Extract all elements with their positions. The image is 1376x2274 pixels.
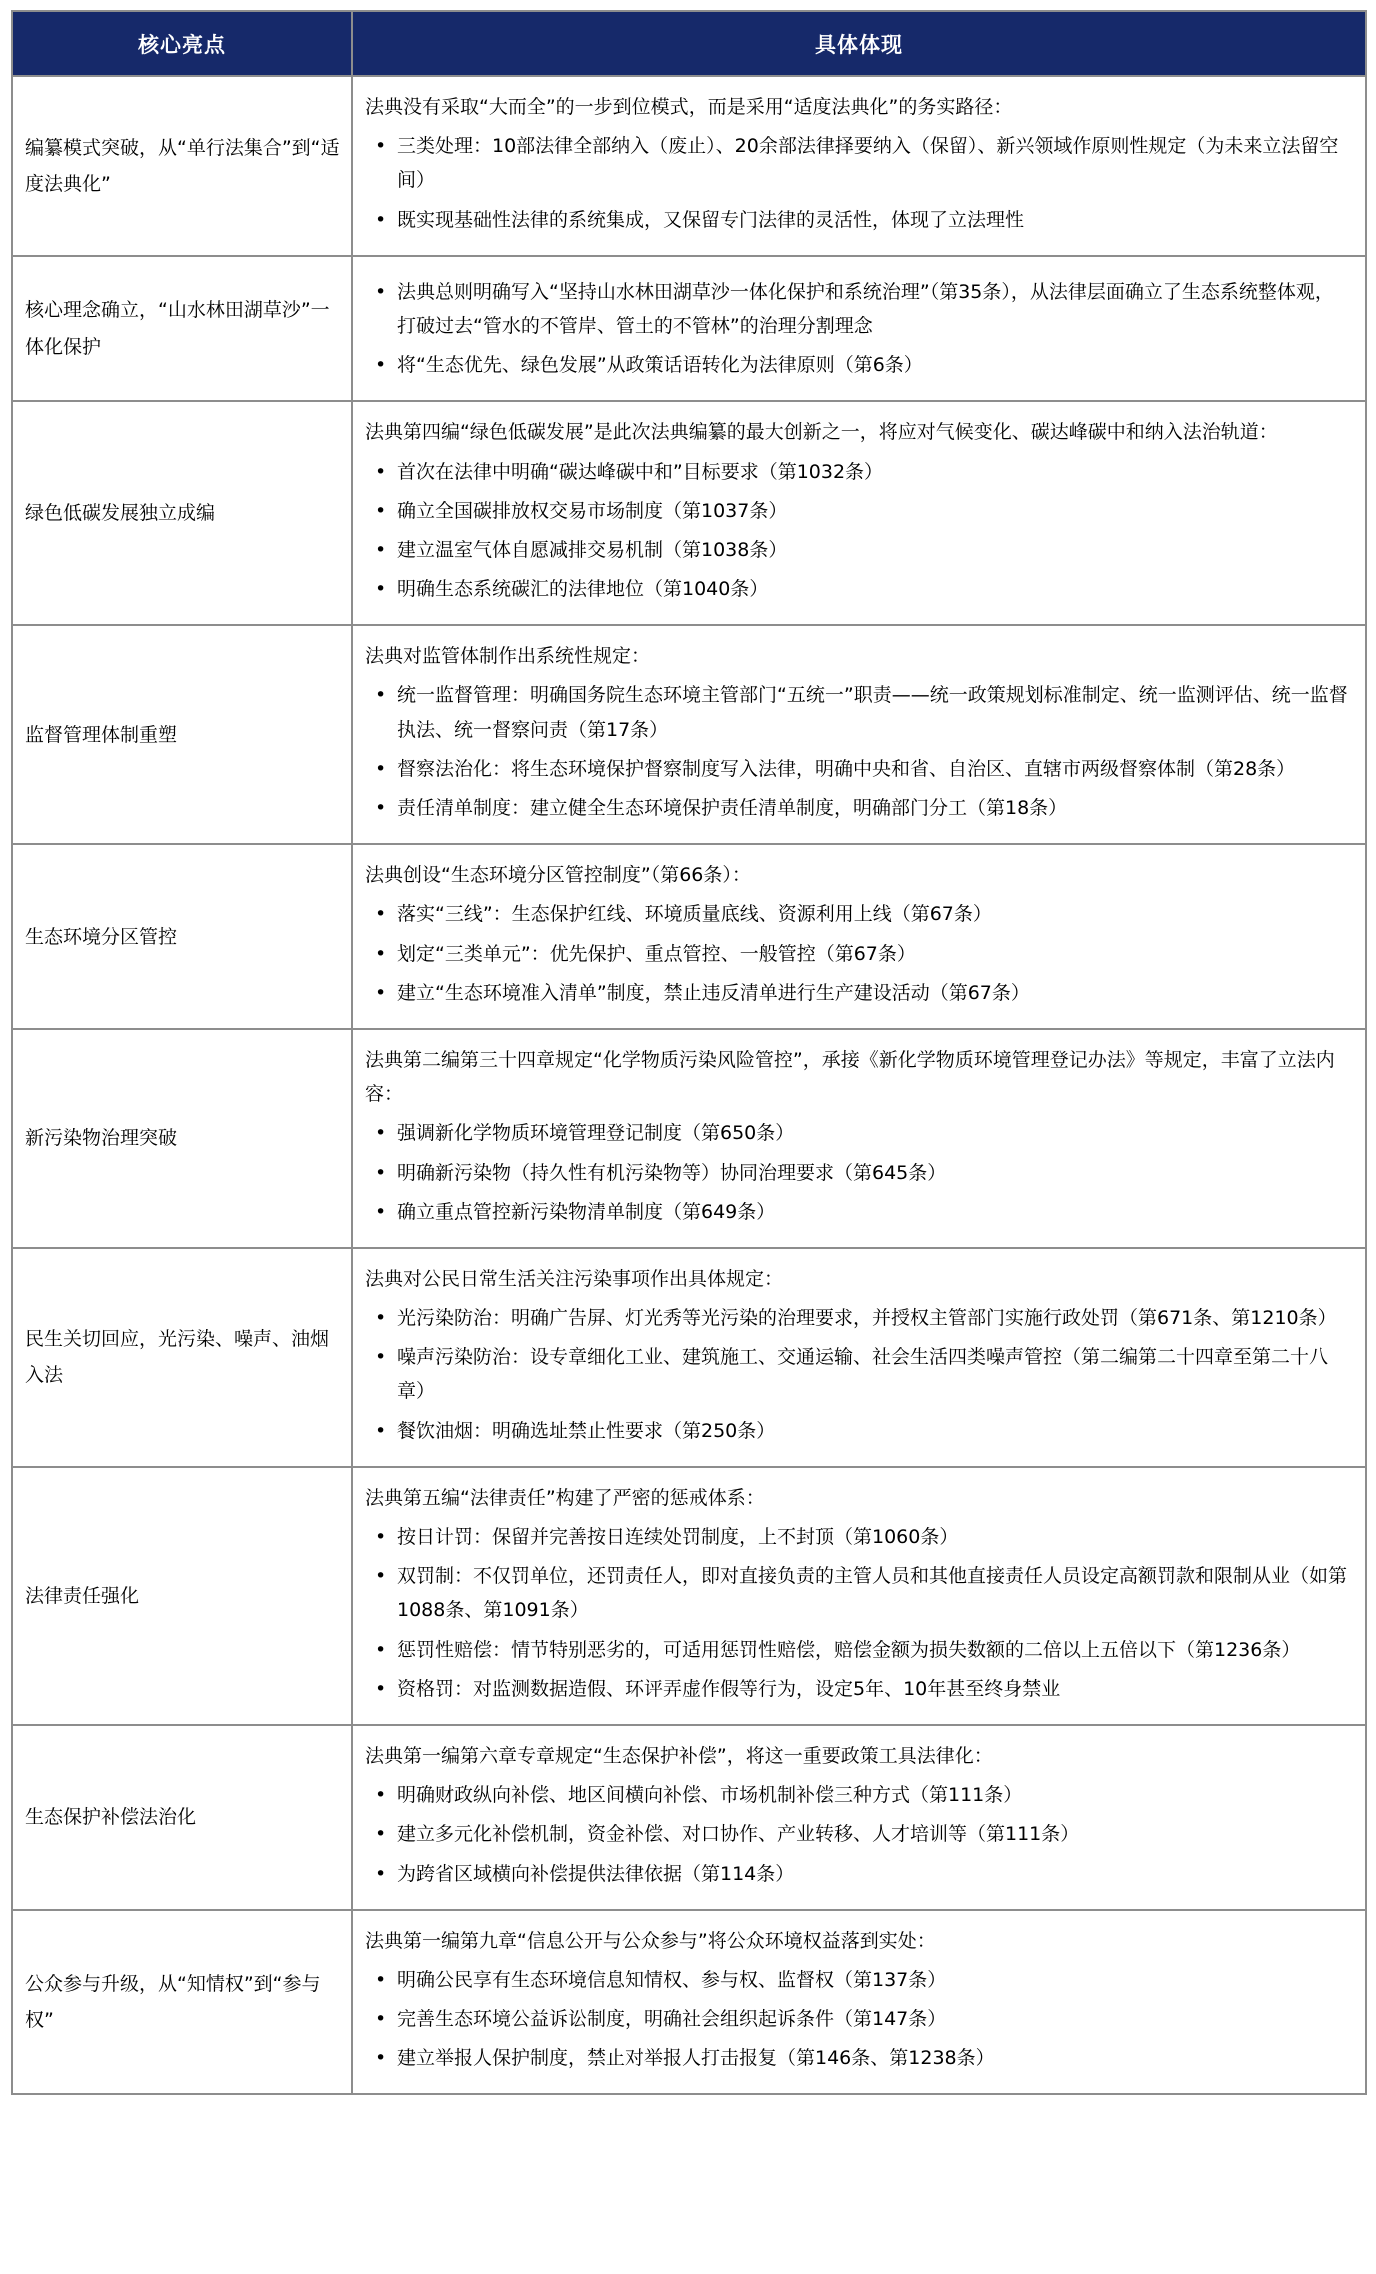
bullet-item: • 噪声污染防治：设专章细化工业、建筑施工、交通运输、社会生活四类噪声管控（第二编第二十四章至第二十八章）: [365, 1340, 1351, 1408]
bullet-item: • 惩罚性赔偿：情节特别恶劣的，可适用惩罚性赔偿，赔偿金额为损失数额的二倍以上五倍以下（第1236条）: [365, 1633, 1351, 1667]
bullet-item: • 督察法治化：将生态环境保护督察制度写入法律，明确中央和省、自治区、直辖市两级督察体制（第28条）: [365, 752, 1351, 786]
highlight-cell: 编纂模式突破，从“单行法集合”到“适度法典化”: [12, 76, 352, 256]
table-row: [12, 1467, 1366, 1725]
highlight-cell: 生态环境分区管控: [12, 844, 352, 1029]
detail-intro: 法典对监管体制作出系统性规定：: [365, 645, 651, 668]
detail-intro: 法典第二编第三十四章规定“化学物质污染风险管控”，承接《新化学物质环境管理登记办法》等规定，丰富了立法内容：: [365, 1048, 1335, 1106]
detail-intro: 法典对公民日常生活关注污染事项作出具体规定：: [365, 1267, 784, 1290]
bullet-item: • 强调新化学物质环境管理登记制度（第650条）: [365, 1116, 1351, 1150]
bullet-item: • 首次在法律中明确“碳达峰碳中和”目标要求（第1032条）: [365, 455, 1351, 489]
bullet-item: • 统一监督管理：明确国务院生态环境主管部门“五统一”职责——统一政策规划标准制定、统一监测评估、统一监督执法、统一督察问责（第17条）: [365, 678, 1351, 746]
bullet-item: • 责任清单制度：建立健全生态环境保护责任清单制度，明确部门分工（第18条）: [365, 791, 1351, 825]
table-row: [12, 76, 1366, 256]
detail-cell: [352, 76, 1366, 256]
highlight-cell: 生态保护补偿法治化: [12, 1725, 352, 1910]
bullet-list: [365, 1778, 1351, 1891]
bullet-item: • 明确生态系统碳汇的法律地位（第1040条）: [365, 572, 1351, 606]
highlight-cell: 公众参与升级，从“知情权”到“参与权”: [12, 1910, 352, 2095]
bullet-item: • 餐饮油烟：明确选址禁止性要求（第250条）: [365, 1414, 1351, 1448]
table-row: [12, 1248, 1366, 1467]
bullet-item: • 落实“三线”：生态保护红线、环境质量底线、资源利用上线（第67条）: [365, 897, 1351, 931]
header-cell-details: 具体体现: [352, 11, 1366, 76]
bullet-item: • 三类处理：10部法律全部纳入（废止）、20余部法律择要纳入（保留）、新兴领域作原则性规定（为未来立法留空间）: [365, 129, 1351, 197]
bullet-item: • 建立“生态环境准入清单”制度，禁止违反清单进行生产建设活动（第67条）: [365, 976, 1351, 1010]
bullet-list: [365, 678, 1351, 825]
detail-cell: [352, 256, 1366, 402]
detail-cell: [352, 401, 1366, 625]
detail-intro: 法典没有采取“大而全”的一步到位模式，而是采用“适度法典化”的务实路径：: [365, 96, 1013, 118]
table-row: [12, 844, 1366, 1029]
highlight-cell: 监督管理体制重塑: [12, 625, 352, 844]
bullet-item: • 完善生态环境公益诉讼制度，明确社会组织起诉条件（第147条）: [365, 2002, 1351, 2036]
bullet-item: • 光污染防治：明确广告屏、灯光秀等光污染的治理要求，并授权主管部门实施行政处罚（第671条、第1210条）: [365, 1301, 1351, 1335]
highlight-cell: 绿色低碳发展独立成编: [12, 401, 352, 625]
detail-cell: [352, 1248, 1366, 1467]
highlights-table: [11, 10, 1367, 2095]
detail-intro: 法典创设“生态环境分区管控制度”（第66条）：: [365, 864, 751, 887]
bullet-item: • 确立重点管控新污染物清单制度（第649条）: [365, 1195, 1351, 1229]
highlight-cell: 新污染物治理突破: [12, 1029, 352, 1248]
detail-intro: 法典第一编第九章“信息公开与公众参与”将公众环境权益落到实处：: [365, 1929, 936, 1952]
detail-cell: [352, 844, 1366, 1029]
bullet-list: [365, 1301, 1351, 1448]
table-row: [12, 1910, 1366, 2095]
bullet-item: • 明确财政纵向补偿、地区间横向补偿、市场机制补偿三种方式（第111条）: [365, 1778, 1351, 1812]
bullet-item: • 建立多元化补偿机制，资金补偿、对口协作、产业转移、人才培训等（第111条）: [365, 1817, 1351, 1851]
detail-cell: [352, 1467, 1366, 1725]
bullet-item: • 确立全国碳排放权交易市场制度（第1037条）: [365, 494, 1351, 528]
table-row: [12, 1725, 1366, 1910]
bullet-item: • 建立举报人保护制度，禁止对举报人打击报复（第146条、第1238条）: [365, 2041, 1351, 2075]
detail-cell: [352, 1910, 1366, 2095]
bullet-list: [365, 1116, 1351, 1229]
header-cell-core-highlights: 核心亮点: [12, 11, 352, 76]
detail-intro: 法典第一编第六章专章规定“生态保护补偿”，将这一重要政策工具法律化：: [365, 1744, 993, 1767]
bullet-item: • 既实现基础性法律的系统集成，又保留专门法律的灵活性，体现了立法理性: [365, 203, 1351, 237]
header-row: [12, 11, 1366, 76]
bullet-item: • 建立温室气体自愿减排交易机制（第1038条）: [365, 533, 1351, 567]
bullet-item: • 明确公民享有生态环境信息知情权、参与权、监督权（第137条）: [365, 1963, 1351, 1997]
bullet-item: • 将“生态优先、绿色发展”从政策话语转化为法律原则（第6条）: [365, 348, 1351, 382]
bullet-item: • 法典总则明确写入“坚持山水林田湖草沙一体化保护和系统治理”（第35条），从法律层面确立了生态系统整体观，打破过去“管水的不管岸、管土的不管林”的治理分割理念: [365, 275, 1351, 343]
bullet-item: • 划定“三类单元”：优先保护、重点管控、一般管控（第67条）: [365, 937, 1351, 971]
highlight-cell: 民生关切回应，光污染、噪声、油烟入法: [12, 1248, 352, 1467]
bullet-list: [365, 275, 1351, 383]
bullet-list: [365, 455, 1351, 607]
bullet-item: • 资格罚：对监测数据造假、环评弄虚作假等行为，设定5年、10年甚至终身禁业: [365, 1672, 1351, 1706]
detail-cell: [352, 625, 1366, 844]
highlight-cell: 核心理念确立，“山水林田湖草沙”一体化保护: [12, 256, 352, 402]
table-row: [12, 401, 1366, 625]
detail-intro: 法典第五编“法律责任”构建了严密的惩戒体系：: [365, 1486, 765, 1509]
bullet-item: • 明确新污染物（持久性有机污染物等）协同治理要求（第645条）: [365, 1156, 1351, 1190]
table-row: [12, 1029, 1366, 1248]
bullet-item: • 双罚制：不仅罚单位，还罚责任人，即对直接负责的主管人员和其他直接责任人员设定高额罚款和限制从业（如第1088条、第1091条）: [365, 1559, 1351, 1627]
table-row: [12, 625, 1366, 844]
bullet-list: [365, 129, 1351, 237]
bullet-list: [365, 897, 1351, 1010]
highlight-cell: 法律责任强化: [12, 1467, 352, 1725]
detail-cell: [352, 1029, 1366, 1248]
bullet-item: • 按日计罚：保留并完善按日连续处罚制度，上不封顶（第1060条）: [365, 1520, 1351, 1554]
detail-cell: [352, 1725, 1366, 1910]
bullet-list: [365, 1963, 1351, 2076]
detail-intro: 法典第四编“绿色低碳发展”是此次法典编纂的最大创新之一，将应对气候变化、碳达峰碳中和纳入法治轨道：: [365, 421, 1278, 444]
table-row: [12, 256, 1366, 402]
bullet-list: [365, 1520, 1351, 1706]
bullet-item: • 为跨省区域横向补偿提供法律依据（第114条）: [365, 1857, 1351, 1891]
